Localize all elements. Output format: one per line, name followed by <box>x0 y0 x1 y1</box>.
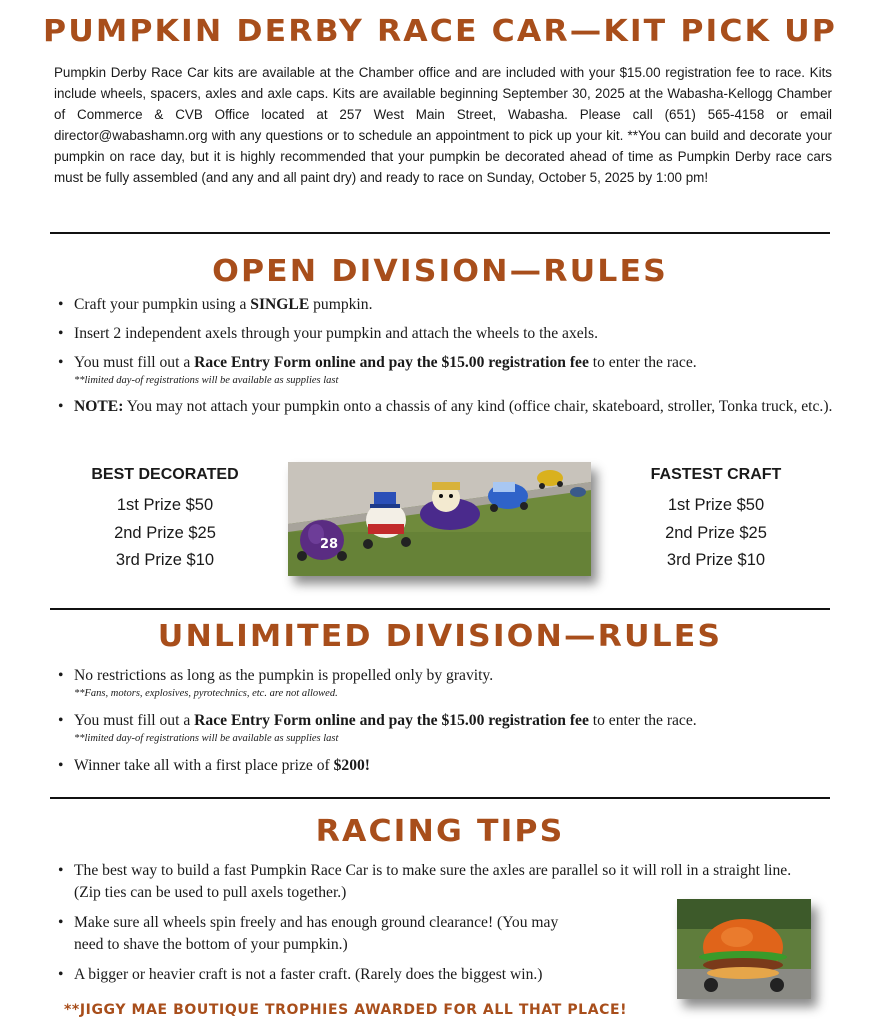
prize-line: 1st Prize $50 <box>116 496 214 514</box>
list-item: • Winner take all with a first place prize of $200! <box>56 755 836 777</box>
prize-line: 1st Prize $50 <box>667 496 765 514</box>
list-item: • Make sure all wheels spin freely and has enough ground clearance! (You may need to shave the bottom of your pumpkin.) <box>56 912 576 956</box>
open-division-heading: OPEN DIVISION—RULES <box>212 254 668 289</box>
list-item: • You must fill out a Race Entry Form online and pay the $15.00 registration fee to enter the race. **limited day-of registrations will be available as supplies last <box>56 710 836 746</box>
pumpkin-cars-photo <box>288 462 591 576</box>
best-decorated-title: BEST DECORATED <box>91 466 239 483</box>
hamburger-pumpkin-photo <box>677 899 811 999</box>
restriction-note: **Fans, motors, explosives, pyrotechnics, etc. are not allowed. <box>74 688 338 699</box>
divider <box>50 232 830 234</box>
car-number: 28 <box>320 537 339 552</box>
kit-pickup-body: Pumpkin Derby Race Car kits are available at the Chamber office and are included with your $15.00 registration fee to race. Kits include wheels, spacers, axles and axle caps. Kits are available beginning September 30, 2025 at the Wabasha-Kellogg Chamber of Commerce & CVB Office located at 257 West Main Street, Wabasha. Please call (651) 565-4158 or email director@wabashamn.org with any questions or to schedule an appointment to pick up your kit. **You can build and decorate your pumpkin on race day, but it is highly recommended that your pumpkin be decorated ahead of time as Pumpkin Derby race cars must be fully assembled (and any and all paint dry) and ready to race on Sunday, October 5, 2025 by 1:00 pm! <box>54 65 832 185</box>
list-item: • A bigger or heavier craft is not a faster craft. (Rarely does the biggest win.) <box>56 964 596 986</box>
fastest-craft-title: FASTEST CRAFT <box>650 466 782 483</box>
prize-line: 3rd Prize $10 <box>666 551 766 569</box>
hamburger-pumpkin-illustration <box>677 899 811 999</box>
open-division-rules <box>56 294 836 418</box>
fastest-craft-prizes <box>631 466 801 575</box>
list-item: • You must fill out a Race Entry Form online and pay the $15.00 registration fee to enter the race. **limited day-of registrations will be available as supplies last <box>56 352 836 388</box>
divider <box>50 608 830 610</box>
list-item: • Insert 2 independent axels through your pumpkin and attach the wheels to the axels. <box>56 323 836 345</box>
list-item: • The best way to build a fast Pumpkin Race Car is to make sure the axles are parallel so it will roll in a straight line. (Zip ties can be used to pull axels together.) <box>56 860 816 904</box>
list-item: • Craft your pumpkin using a SINGLE pumpkin. <box>56 294 836 316</box>
unlimited-division-heading: UNLIMITED DIVISION—RULES <box>157 619 723 654</box>
pumpkin-cars-illustration <box>288 462 591 576</box>
prize-line: 2nd Prize $25 <box>665 523 767 542</box>
kit-pickup-heading: PUMPKIN DERBY RACE CAR—KIT PICK UP <box>43 14 837 49</box>
divider <box>50 797 830 799</box>
prize-line: 3rd Prize $10 <box>115 551 215 569</box>
registration-note: **limited day-of registrations will be available as supplies last <box>74 375 339 386</box>
prize-line: 2nd Prize $25 <box>114 523 216 542</box>
list-item: • NOTE: You may not attach your pumpkin onto a chassis of any kind (office chair, skateboard, stroller, Tonka truck, etc.). <box>56 396 836 418</box>
racing-tips-heading: RACING TIPS <box>315 814 565 849</box>
best-decorated-prizes <box>80 466 250 575</box>
registration-note: **limited day-of registrations will be available as supplies last <box>74 733 339 744</box>
racing-tips-list <box>56 860 792 986</box>
list-item: • No restrictions as long as the pumpkin is propelled only by gravity. **Fans, motors, explosives, pyrotechnics, etc. are not allowed. <box>56 665 836 701</box>
trophies-footer: **JIGGY MAE BOUTIQUE TROPHIES AWARDED FOR ALL THAT PLACE! <box>64 1002 628 1018</box>
unlimited-division-rules <box>56 665 836 777</box>
